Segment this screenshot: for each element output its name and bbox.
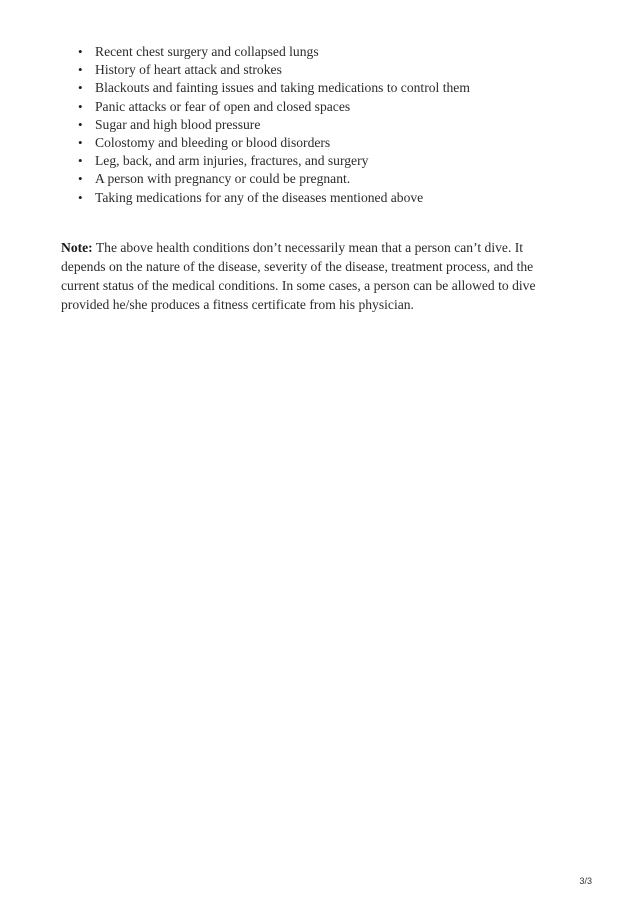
health-conditions-list bbox=[78, 43, 470, 207]
note-text: The above health conditions don’t necessarily mean that a person can’t dive. It bbox=[92, 240, 524, 255]
note-line: provided he/she produces a fitness certificate from his physician. bbox=[61, 297, 414, 312]
list-item: • Taking medications for any of the diseases mentioned above bbox=[78, 189, 470, 207]
list-item: • Blackouts and fainting issues and taking medications to control them bbox=[78, 79, 470, 97]
list-item: • History of heart attack and strokes bbox=[78, 61, 470, 79]
list-item: • A person with pregnancy or could be pregnant. bbox=[78, 170, 470, 188]
note-label: Note: bbox=[61, 240, 93, 255]
list-item: • Leg, back, and arm injuries, fractures, and surgery bbox=[78, 152, 470, 170]
page-number: 3/3 bbox=[579, 876, 592, 886]
list-item: • Colostomy and bleeding or blood disorders bbox=[78, 134, 470, 152]
list-item: • Recent chest surgery and collapsed lungs bbox=[78, 43, 470, 61]
list-item: • Sugar and high blood pressure bbox=[78, 116, 470, 134]
note-line: depends on the nature of the disease, severity of the disease, treatment process, and the bbox=[61, 259, 534, 274]
list-item: • Panic attacks or fear of open and closed spaces bbox=[78, 98, 470, 116]
note-line bbox=[61, 238, 566, 257]
note-line: current status of the medical conditions. In some cases, a person can be allowed to dive bbox=[61, 278, 536, 293]
note-paragraph bbox=[61, 238, 566, 314]
